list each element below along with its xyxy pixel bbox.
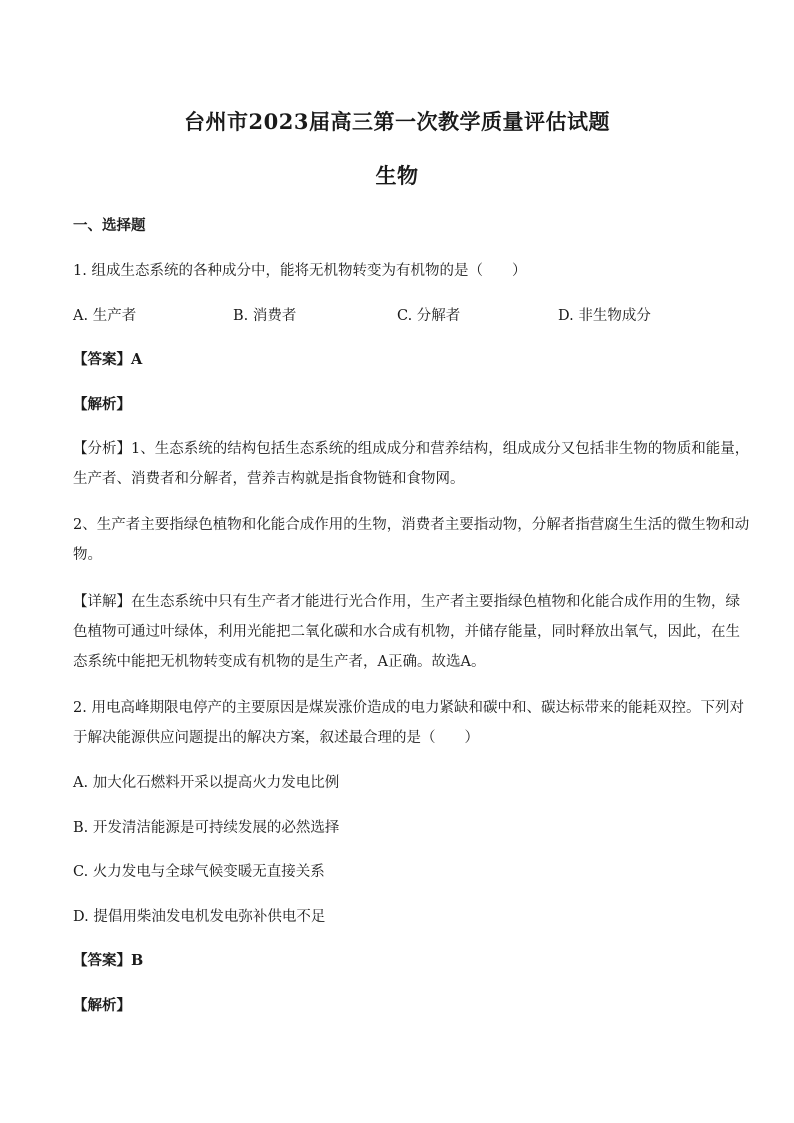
question-1-option-b: B. 消费者	[233, 308, 297, 324]
analysis-line: 2、生产者主要指绿色植物和化能合成作用的生物，消费者主要指动物，分解者指营腐生生活的微生物和动	[73, 517, 750, 533]
question-2-option-a: A. 加大化石燃料开采以提高火力发电比例	[73, 775, 340, 791]
exam-title: 台州市2023届高三第一次教学质量评估试题	[184, 109, 610, 134]
section-heading: 一、选择题	[73, 217, 146, 234]
analysis-line: 【详解】在生态系统中只有生产者才能进行光合作用，生产者主要指绿色植物和化能合成作用的生物，绿	[73, 594, 740, 610]
question-2-option-c: C. 火力发电与全球气候变暖无直接关系	[73, 864, 325, 880]
question-1-answer: 【答案】A	[73, 351, 143, 368]
analysis-line: 色植物可通过叶绿体，利用光能把二氧化碳和水合成有机物，并储存能量，同时释放出氧气，因此，在生	[73, 624, 740, 640]
analysis-line: 【分析】1、生态系统的结构包括生态系统的组成成分和营养结构，组成成分又包括非生物的物质和能量，	[73, 441, 750, 457]
question-1-option-c: C. 分解者	[397, 308, 461, 324]
question-2-option-d: D. 提倡用柴油发电机发电弥补供电不足	[73, 909, 326, 925]
question-1-option-d: D. 非生物成分	[558, 308, 651, 324]
question-2-analysis-label: 【解析】	[73, 997, 131, 1014]
question-1-analysis-label: 【解析】	[73, 396, 131, 413]
subject-title: 生物	[375, 163, 419, 188]
question-2-stem-line: 2. 用电高峰期限电停产的主要原因是煤炭涨价造成的电力紧缺和碳中和、碳达标带来的能耗双控。下列对	[73, 700, 744, 716]
question-1-option-a: A. 生产者	[73, 308, 137, 324]
question-2-option-b: B. 开发清洁能源是可持续发展的必然选择	[73, 820, 340, 836]
question-2-stem-line: 于解决能源供应问题提出的解决方案，叙述最合理的是（ ）	[73, 730, 479, 746]
analysis-line: 生产者、消费者和分解者，营养吉构就是指食物链和食物网。	[73, 471, 465, 487]
analysis-line: 态系统中能把无机物转变成有机物的是生产者，A正确。故选A。	[73, 654, 486, 670]
analysis-line: 物。	[73, 547, 102, 563]
question-1-stem: 1. 组成生态系统的各种成分中，能将无机物转变为有机物的是（ ）	[73, 263, 527, 279]
question-2-answer: 【答案】B	[73, 952, 144, 969]
